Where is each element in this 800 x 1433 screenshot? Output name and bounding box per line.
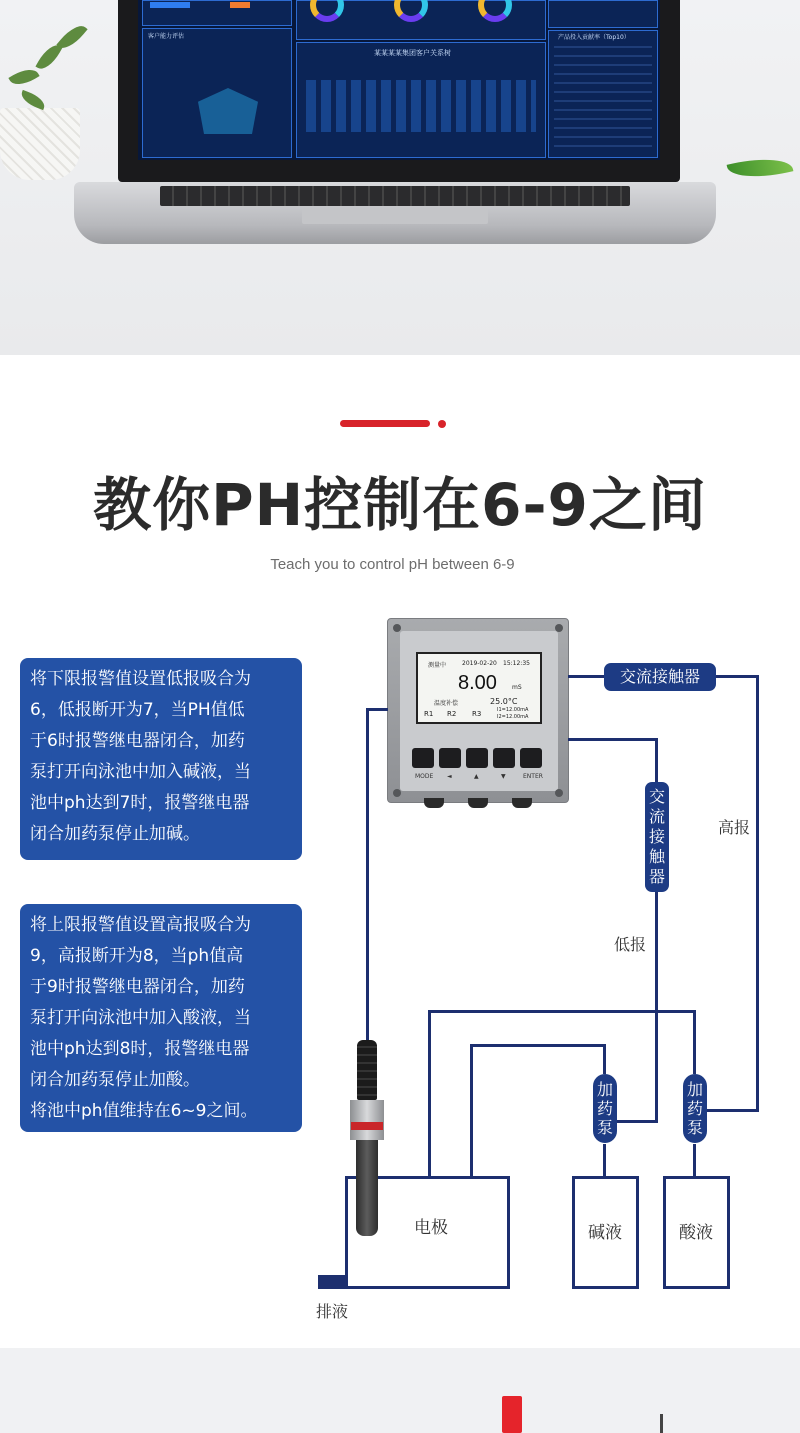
info-line: 池中ph达到7时，报警继电器 xyxy=(30,793,250,813)
high-alarm-label: 高报 xyxy=(718,818,751,837)
laptop-keyboard xyxy=(160,186,630,206)
low-alarm-info-box xyxy=(20,658,302,860)
display-unit: mS xyxy=(512,684,522,691)
info-line: 将下限报警值设置低报吸合为 xyxy=(30,669,251,689)
laptop-screen xyxy=(118,0,680,182)
button-label: ▲ xyxy=(474,773,479,780)
display-reading: 8.00 xyxy=(458,672,497,694)
left-button[interactable] xyxy=(439,748,461,768)
low-alarm-label: 低报 xyxy=(614,935,647,954)
info-line: 于6时报警继电器闭合，加药 xyxy=(30,731,245,751)
contactor-vertical-label xyxy=(645,782,669,892)
info-line: 泵打开向泳池中加入碱液，当 xyxy=(30,762,251,782)
info-line: 于9时报警继电器闭合，加药 xyxy=(30,977,245,997)
label-char: 泵 xyxy=(596,1118,613,1137)
info-line: 泵打开向泳池中加入酸液，当 xyxy=(30,1008,251,1028)
probe-cable xyxy=(366,708,369,1044)
plant-pot-image xyxy=(0,108,80,180)
display-relay: R1 xyxy=(424,710,434,718)
leaf-image xyxy=(727,152,794,185)
ph-probe-electrode xyxy=(356,1140,378,1236)
dashboard-badge xyxy=(230,2,250,8)
display-output: I2=12.00mA xyxy=(497,714,529,720)
display-status: 测量中 xyxy=(428,662,447,669)
drain-label: 排液 xyxy=(316,1302,349,1321)
screw-icon xyxy=(393,624,401,632)
acid-pipe xyxy=(428,1010,696,1013)
title-accent-dot xyxy=(438,420,446,428)
label-char: 加 xyxy=(596,1080,613,1099)
alkali-pipe xyxy=(470,1044,606,1047)
label-char: 药 xyxy=(686,1099,703,1118)
enter-button[interactable] xyxy=(520,748,542,768)
display-date: 2019-02-20 xyxy=(462,660,497,667)
drain-outlet xyxy=(318,1275,346,1289)
button-label: ENTER xyxy=(523,773,543,780)
next-section-banner xyxy=(0,1348,800,1433)
label-char: 接 xyxy=(648,827,665,846)
low-alarm-wire xyxy=(655,890,658,1122)
button-label: ◄ xyxy=(447,773,452,780)
cable-gland xyxy=(424,798,444,808)
info-line: 闭合加药泵停止加酸。 xyxy=(30,1070,200,1090)
label-char: 器 xyxy=(648,867,665,886)
contactor-wire xyxy=(655,738,658,784)
dashboard-panel xyxy=(548,0,658,28)
dashboard-title: 某某某某集团客户关系树 xyxy=(374,49,451,57)
label-char: 交 xyxy=(648,787,665,806)
ph-probe-body xyxy=(350,1100,384,1140)
mode-button[interactable] xyxy=(412,748,434,768)
label-char: 流 xyxy=(648,807,665,826)
info-line: 池中ph达到8时，报警继电器 xyxy=(30,1039,250,1059)
info-line: 9，高报断开为8，当ph值高 xyxy=(30,946,244,966)
screw-icon xyxy=(393,789,401,797)
info-line: 将上限报警值设置高报吸合为 xyxy=(30,915,251,935)
label-char: 触 xyxy=(648,847,665,866)
info-line: 闭合加药泵停止加碱。 xyxy=(30,824,200,844)
up-button[interactable] xyxy=(466,748,488,768)
display-temp-value: 25.0°C xyxy=(490,697,518,706)
contactor-wire xyxy=(568,675,606,678)
label-char: 加 xyxy=(686,1080,703,1099)
high-alarm-wire xyxy=(706,1109,759,1112)
low-alarm-wire xyxy=(617,1120,658,1123)
screw-icon xyxy=(555,789,563,797)
page-title: 教你PH控制在6-9之间 xyxy=(93,471,707,539)
high-alarm-wire xyxy=(756,675,759,1112)
acid-tank-label: 酸液 xyxy=(679,1223,713,1243)
button-label: ▼ xyxy=(501,773,506,780)
alkali-pump xyxy=(593,1074,617,1143)
display-temp-label: 温度补偿 xyxy=(434,700,459,707)
org-tree-image xyxy=(306,80,536,132)
dashboard-section-title: 产品投入贡献率（Top10） xyxy=(558,34,630,41)
laptop-trackpad xyxy=(302,208,488,224)
high-alarm-info-box xyxy=(20,904,302,1132)
dashboard-panel xyxy=(142,28,292,158)
button-label: MODE xyxy=(415,773,434,780)
display-time: 15:12:35 xyxy=(503,660,530,667)
list-image xyxy=(554,46,652,152)
product-image xyxy=(502,1396,522,1433)
contactor-wire xyxy=(716,675,758,678)
electrode-tank-label: 电极 xyxy=(414,1218,448,1238)
info-line: 6，低报断开为7，当PH值低 xyxy=(30,700,245,720)
alkali-tank-label: 碱液 xyxy=(588,1223,622,1243)
dashboard-section-title: 客户能力评估 xyxy=(148,33,185,40)
contactor-wire xyxy=(568,738,658,741)
display-relay: R2 xyxy=(447,710,457,718)
acid-pipe xyxy=(693,1010,696,1074)
ph-probe-cable-end xyxy=(357,1040,377,1100)
acid-pipe xyxy=(428,1010,431,1178)
title-accent-bar xyxy=(340,420,430,427)
acid-pipe xyxy=(693,1144,696,1178)
product-image xyxy=(660,1414,663,1433)
info-line: 将池中ph值维持在6~9之间。 xyxy=(30,1101,258,1121)
label-char: 药 xyxy=(596,1099,613,1118)
acid-pump xyxy=(683,1074,707,1143)
alkali-pipe xyxy=(603,1044,606,1074)
label-char: 泵 xyxy=(686,1118,703,1137)
plant-leaf-image xyxy=(8,64,39,90)
display-relay: R3 xyxy=(472,710,482,718)
alkali-pipe xyxy=(470,1044,473,1178)
dashboard-screenshot xyxy=(138,0,660,160)
contactor-label: 交流接触器 xyxy=(604,663,716,691)
display-output: I1=12.00mA xyxy=(497,707,529,713)
ph-probe-ring xyxy=(351,1122,383,1130)
dashboard-badge xyxy=(150,2,190,8)
cable-gland xyxy=(468,798,488,808)
cable-gland xyxy=(512,798,532,808)
page-subtitle: Teach you to control pH between 6-9 xyxy=(270,556,515,573)
alkali-pipe xyxy=(603,1144,606,1178)
hero-banner xyxy=(0,0,800,355)
probe-cable xyxy=(366,708,388,711)
screw-icon xyxy=(555,624,563,632)
down-button[interactable] xyxy=(493,748,515,768)
